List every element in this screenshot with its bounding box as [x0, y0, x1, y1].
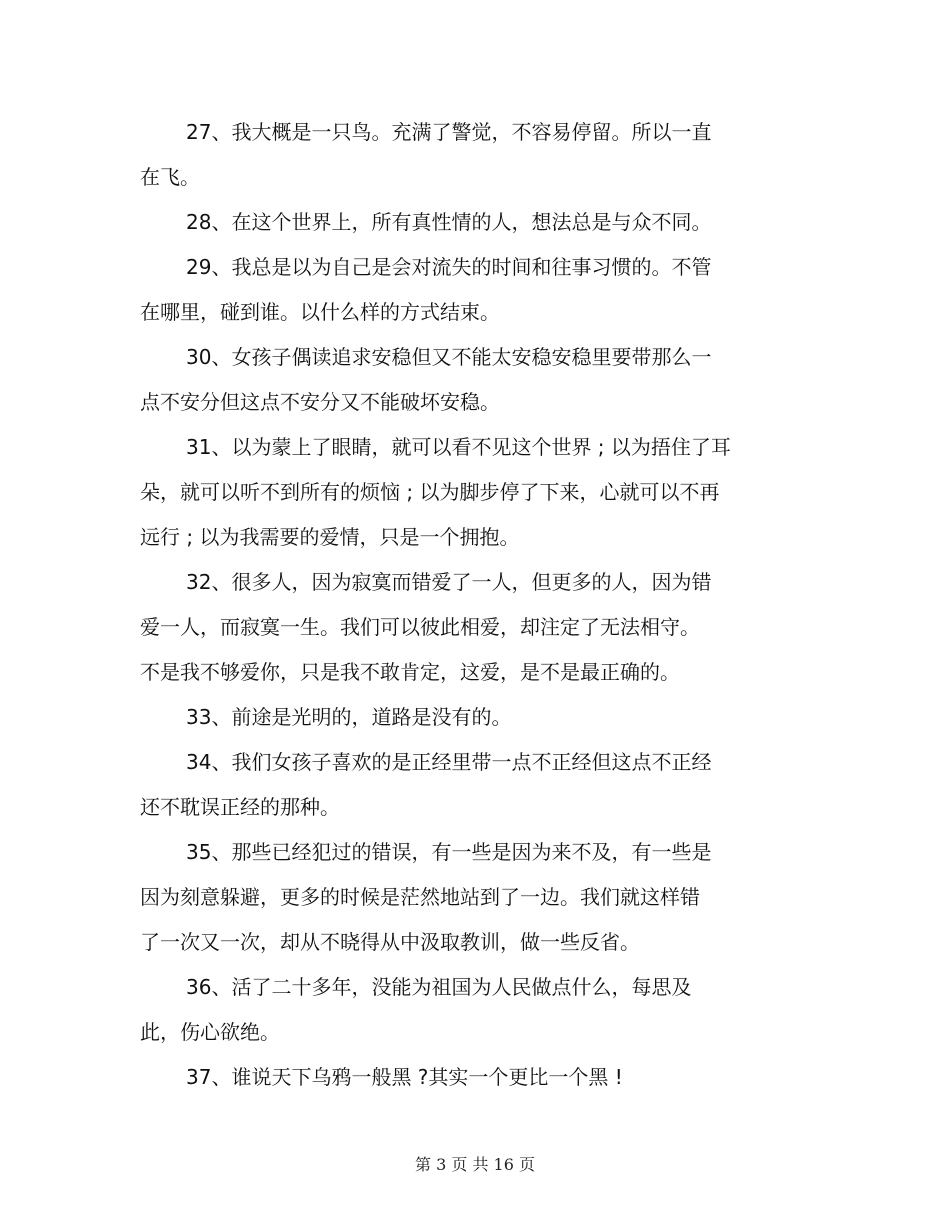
paragraph-line: 30、女孩子偶读追求安稳但又不能太安稳安稳里要带那么一 — [186, 345, 712, 369]
document-body — [140, 110, 820, 1100]
paragraph — [140, 560, 820, 695]
paragraph-line: 36、活了二十多年，没能为祖国为人民做点什么，每思及 — [186, 975, 692, 999]
paragraph-line: 了一次又一次，却从不晓得从中汲取教训，做一些反省。 — [140, 930, 640, 954]
paragraph-line: 朵，就可以听不到所有的烦恼 ; 以为脚步停了下来，心就可以不再 — [140, 480, 720, 504]
paragraph-line: 28、在这个世界上，所有真性情的人，想法总是与众不同。 — [186, 210, 712, 234]
paragraph-line: 27、我大概是一只鸟。充满了警觉，不容易停留。所以一直 — [186, 120, 712, 144]
paragraph-line: 此，伤心欲绝。 — [140, 1020, 280, 1044]
paragraph-line: 32、很多人，因为寂寞而错爱了一人，但更多的人，因为错 — [186, 570, 712, 594]
paragraph-line: 35、那些已经犯过的错误，有一些是因为来不及，有一些是 — [186, 840, 712, 864]
page-footer: 第 3 页 共 16 页 — [415, 1155, 535, 1174]
paragraph-line: 37、谁说天下乌鸦一般黑 ?其实一个更比一个黑 ! — [186, 1065, 623, 1089]
paragraph-line: 在哪里，碰到谁。以什么样的方式结束。 — [140, 300, 500, 324]
paragraph — [140, 110, 820, 200]
paragraph — [140, 335, 820, 425]
paragraph-line: 还不耽误正经的那种。 — [140, 795, 340, 819]
paragraph-line: 34、我们女孩子喜欢的是正经里带一点不正经但这点不正经 — [186, 750, 712, 774]
paragraph — [140, 830, 820, 965]
paragraph-line: 31、以为蒙上了眼睛，就可以看不见这个世界 ; 以为捂住了耳 — [186, 435, 731, 459]
paragraph — [140, 740, 820, 830]
paragraph — [140, 695, 820, 740]
paragraph-line: 点不安分但这点不安分又不能破坏安稳。 — [140, 390, 500, 414]
paragraph-line: 29、我总是以为自己是会对流失的时间和往事习惯的。不管 — [186, 255, 712, 279]
paragraph — [140, 425, 820, 560]
paragraph-line: 不是我不够爱你，只是我不敢肯定，这爱，是不是最正确的。 — [140, 660, 680, 684]
paragraph-line: 在飞。 — [140, 165, 200, 189]
paragraph-line: 因为刻意躲避，更多的时候是茫然地站到了一边。我们就这样错 — [140, 885, 700, 909]
paragraph — [140, 200, 820, 245]
paragraph — [140, 245, 820, 335]
paragraph-line: 33、前途是光明的，道路是没有的。 — [186, 705, 512, 729]
paragraph-line: 爱一人，而寂寞一生。我们可以彼此相爱，却注定了无法相守。 — [140, 615, 700, 639]
paragraph — [140, 965, 820, 1055]
paragraph-line: 远行 ; 以为我需要的爱情，只是一个拥抱。 — [140, 525, 520, 549]
paragraph — [140, 1055, 820, 1100]
